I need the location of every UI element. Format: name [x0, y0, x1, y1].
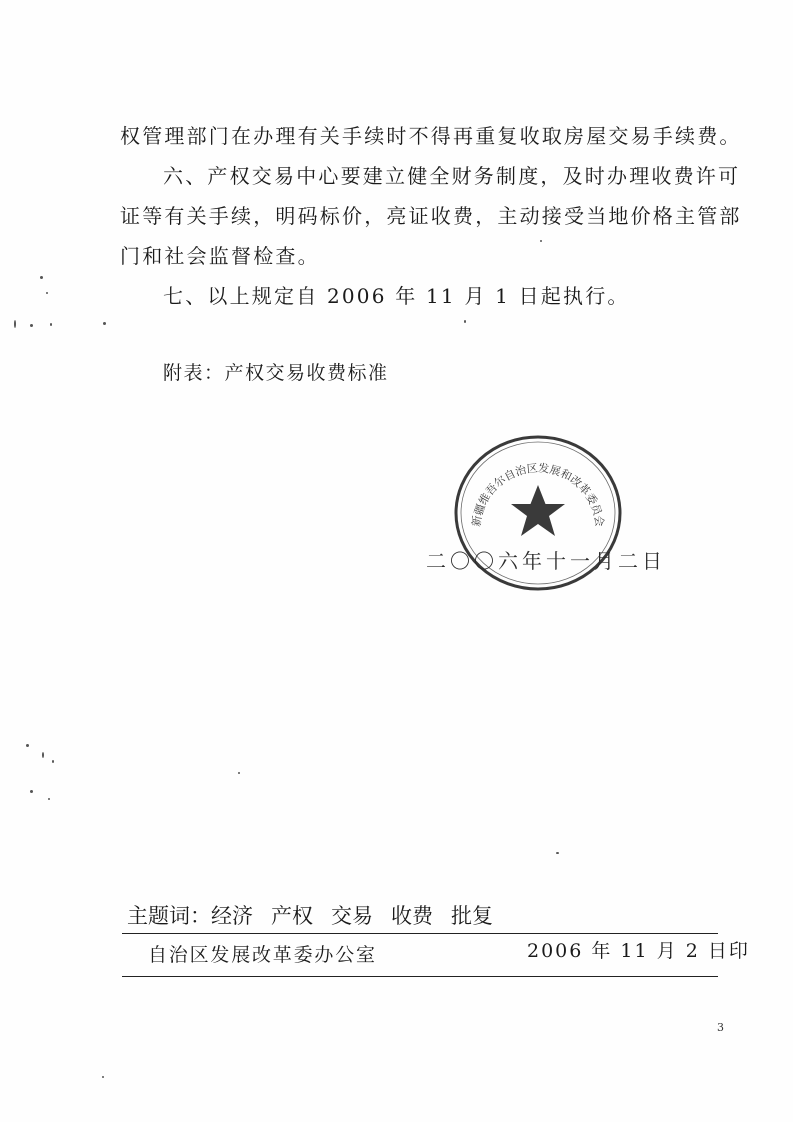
subject-keyword: 经济	[211, 904, 253, 928]
body-paragraph-line-4: 门和社会监督检查。	[120, 244, 320, 268]
attachment-note: 附表：产权交易收费标准	[163, 362, 389, 384]
print-date: 2006 年 11 月 2 日印	[527, 940, 750, 962]
scan-speck	[52, 760, 54, 763]
scan-speck	[30, 324, 33, 327]
page-number: 3	[717, 1021, 724, 1034]
footer-divider-bottom	[122, 976, 718, 977]
footer-divider-top	[122, 933, 718, 934]
subject-keyword: 交易	[331, 904, 373, 928]
subject-keyword: 产权	[271, 904, 313, 928]
subject-keywords-line	[127, 906, 511, 927]
issuing-office: 自治区发展改革委办公室	[148, 944, 377, 966]
seal-ring-text: 新疆维吾尔自治区发展和改革委员会	[469, 461, 607, 528]
scan-speck	[26, 744, 29, 747]
seal-star-icon	[511, 485, 565, 536]
signature-date: 二〇〇六年十一月二日	[426, 549, 666, 573]
body-paragraph-line-1: 权管理部门在办理有关手续时不得再重复收取房屋交易手续费。	[120, 124, 742, 148]
scan-speck	[46, 292, 48, 294]
body-paragraph-line-3: 证等有关手续，明码标价，亮证收费，主动接受当地价格主管部	[120, 204, 742, 228]
scan-speck	[50, 323, 52, 326]
body-paragraph-line-5: 七、以上规定自 2006 年 11 月 1 日起执行。	[163, 284, 630, 308]
scan-speck	[40, 276, 43, 279]
scan-speck	[102, 1076, 104, 1078]
subject-keyword: 收费	[391, 904, 433, 928]
scan-speck	[14, 320, 16, 328]
scan-speck	[556, 852, 559, 854]
scan-speck	[238, 772, 240, 774]
scan-speck	[30, 790, 33, 793]
scan-speck	[42, 752, 44, 758]
scan-speck	[103, 322, 106, 325]
scan-speck	[48, 798, 50, 800]
subject-label: 主题词：	[127, 904, 211, 928]
subject-keyword: 批复	[451, 904, 493, 928]
scan-speck	[540, 240, 542, 242]
scan-speck	[464, 320, 466, 323]
body-paragraph-line-2: 六、产权交易中心要建立健全财务制度，及时办理收费许可	[163, 164, 741, 188]
